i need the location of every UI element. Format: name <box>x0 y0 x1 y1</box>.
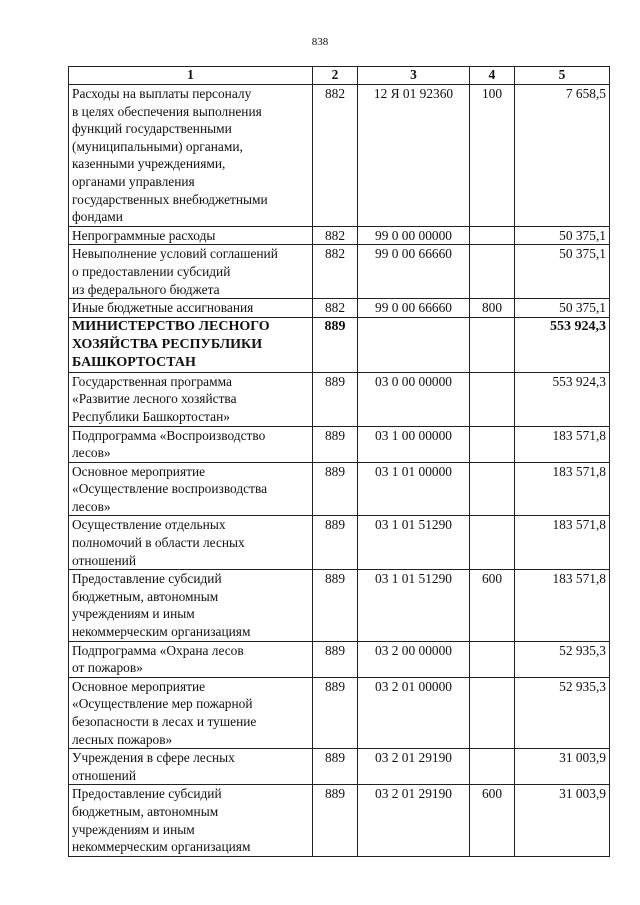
row-name-line: безопасности в лесах и тушение <box>72 714 257 729</box>
row-name-line: Иные бюджетные ассигнования <box>72 300 254 316</box>
row-name-cell <box>69 226 313 245</box>
row-name-line: учреждениям и иным <box>72 821 195 837</box>
row-name-line: «Развитие лесного хозяйства <box>72 391 237 407</box>
row-code-cell: 03 1 01 00000 <box>358 462 470 516</box>
row-name-line: Предоставление субсидий <box>72 571 222 587</box>
row-code-cell: 03 2 00 00000 <box>358 641 470 677</box>
row-admin-cell: 889 <box>313 426 358 462</box>
table-row <box>69 317 610 372</box>
table-row <box>69 570 610 641</box>
row-name-cell <box>69 299 313 318</box>
row-code-cell: 99 0 00 66660 <box>358 245 470 299</box>
row-code-cell: 03 2 01 29190 <box>358 749 470 785</box>
row-code-cell: 03 1 00 00000 <box>358 426 470 462</box>
row-name-cell <box>69 372 313 426</box>
row-name-line: Республики Башкортостан» <box>72 408 230 424</box>
row-sum-cell: 183 571,8 <box>515 570 610 641</box>
row-name-line: отношений <box>72 767 136 783</box>
row-name-line: полномочий в области лесных <box>72 535 245 551</box>
row-name-line: лесов» <box>72 498 111 514</box>
row-admin-cell: 889 <box>313 317 358 372</box>
row-name-line: бюджетным, автономным <box>72 803 219 819</box>
row-name-line: МИНИСТЕРСТВО ЛЕСНОГО <box>72 318 270 334</box>
row-name-line: Основное мероприятие <box>72 463 206 479</box>
row-code-cell: 03 0 00 00000 <box>358 372 470 426</box>
row-name-line: «Осуществление воспроизводства <box>72 481 268 497</box>
row-type-cell <box>470 462 515 516</box>
row-name-cell <box>69 426 313 462</box>
row-sum-cell: 50 375,1 <box>515 226 610 245</box>
row-sum-cell: 183 571,8 <box>515 516 610 570</box>
row-sum-cell: 50 375,1 <box>515 245 610 299</box>
row-name-cell <box>69 317 313 372</box>
row-name-line: «Осуществление мер пожарной <box>72 696 253 712</box>
row-type-cell <box>470 426 515 462</box>
table-row <box>69 677 610 748</box>
row-name-line: органами управления <box>72 173 195 189</box>
row-type-cell: 800 <box>470 299 515 318</box>
row-name-line: Расходы на выплаты персоналу <box>72 86 252 101</box>
row-name-line: отношений <box>72 552 136 568</box>
row-name-line: Подпрограмма «Охрана лесов <box>72 642 244 658</box>
row-name-line: о предоставлении субсидий <box>72 263 231 279</box>
table-row <box>69 785 610 856</box>
table-row <box>69 426 610 462</box>
table-row <box>69 749 610 785</box>
row-type-cell <box>470 677 515 748</box>
row-name-cell <box>69 462 313 516</box>
row-sum-cell: 183 571,8 <box>515 462 610 516</box>
row-name-line: некоммерческим организациям <box>72 624 251 640</box>
table-row <box>69 226 610 245</box>
row-name-line: некоммерческим организациям <box>72 839 251 855</box>
header-col-4: 4 <box>470 67 515 85</box>
row-admin-cell: 889 <box>313 785 358 856</box>
row-name-line: казенными учреждениями, <box>72 156 226 172</box>
row-admin-cell: 889 <box>313 570 358 641</box>
row-name-line: Учреждения в сфере лесных <box>72 750 235 766</box>
row-name-line: лесов» <box>72 445 111 461</box>
row-admin-cell: 889 <box>313 677 358 748</box>
row-name-cell <box>69 641 313 677</box>
header-col-2: 2 <box>313 67 358 85</box>
row-sum-cell: 52 935,3 <box>515 641 610 677</box>
row-name-line: в целях обеспечения выполнения <box>72 103 262 119</box>
row-name-cell <box>69 245 313 299</box>
row-admin-cell: 889 <box>313 372 358 426</box>
row-name-line: учреждениям и иным <box>72 606 195 622</box>
table-row <box>69 299 610 318</box>
row-name-line: (муниципальными) органами, <box>72 138 243 154</box>
row-type-cell: 100 <box>470 85 515 227</box>
row-admin-cell: 889 <box>313 462 358 516</box>
header-col-1: 1 <box>69 67 313 85</box>
row-type-cell: 600 <box>470 785 515 856</box>
table-row <box>69 516 610 570</box>
row-sum-cell: 553 924,3 <box>515 372 610 426</box>
table-body <box>69 85 610 857</box>
table-row <box>69 372 610 426</box>
row-name-line: государственных внебюджетными <box>72 191 268 207</box>
row-sum-cell: 52 935,3 <box>515 677 610 748</box>
row-name-cell <box>69 570 313 641</box>
table-header-row <box>69 67 610 85</box>
row-name-line: Подпрограмма «Воспроизводство <box>72 427 266 443</box>
row-name-line: Невыполнение условий соглашений <box>72 246 278 262</box>
row-type-cell: 600 <box>470 570 515 641</box>
row-admin-cell: 889 <box>313 749 358 785</box>
row-name-line: фондами <box>72 209 123 225</box>
row-name-cell <box>69 785 313 856</box>
row-admin-cell: 882 <box>313 85 358 227</box>
row-code-cell: 03 2 01 00000 <box>358 677 470 748</box>
row-name-line: ХОЗЯЙСТВА РЕСПУБЛИКИ <box>72 336 263 352</box>
row-code-cell: 03 2 01 29190 <box>358 785 470 856</box>
row-name-cell <box>69 516 313 570</box>
row-sum-cell: 7 658,5 <box>515 85 610 227</box>
row-name-cell <box>69 749 313 785</box>
row-type-cell <box>470 749 515 785</box>
row-admin-cell: 889 <box>313 516 358 570</box>
row-sum-cell: 31 003,9 <box>515 749 610 785</box>
row-type-cell <box>470 641 515 677</box>
row-name-cell <box>69 85 313 227</box>
row-code-cell: 03 1 01 51290 <box>358 570 470 641</box>
header-col-3: 3 <box>358 67 470 85</box>
row-code-cell: 12 Я 01 92360 <box>358 85 470 227</box>
table-row <box>69 245 610 299</box>
row-sum-cell: 31 003,9 <box>515 785 610 856</box>
row-type-cell <box>470 226 515 245</box>
row-name-line: Основное мероприятие <box>72 678 206 694</box>
row-name-line: БАШКОРТОСТАН <box>72 354 196 370</box>
row-code-cell: 99 0 00 00000 <box>358 226 470 245</box>
row-type-cell <box>470 245 515 299</box>
row-name-line: бюджетным, автономным <box>72 588 219 604</box>
row-name-line: лесных пожаров» <box>72 731 173 747</box>
row-name-line: Предоставление субсидий <box>72 786 222 802</box>
row-admin-cell: 882 <box>313 245 358 299</box>
row-code-cell: 03 1 01 51290 <box>358 516 470 570</box>
row-admin-cell: 889 <box>313 641 358 677</box>
row-name-line: от пожаров» <box>72 660 143 676</box>
row-admin-cell: 882 <box>313 299 358 318</box>
page-number: 838 <box>311 36 329 48</box>
budget-table <box>68 66 610 857</box>
table-row <box>69 462 610 516</box>
table-row <box>69 641 610 677</box>
row-sum-cell: 50 375,1 <box>515 299 610 318</box>
row-code-cell: 99 0 00 66660 <box>358 299 470 318</box>
row-name-line: Осуществление отдельных <box>72 517 226 533</box>
header-col-5: 5 <box>515 67 610 85</box>
row-type-cell <box>470 516 515 570</box>
row-admin-cell: 882 <box>313 226 358 245</box>
row-type-cell <box>470 372 515 426</box>
row-name-line: Государственная программа <box>72 373 232 389</box>
row-code-cell <box>358 317 470 372</box>
row-name-line: Непрограммные расходы <box>72 227 216 243</box>
row-name-line: функций государственными <box>72 121 232 137</box>
row-type-cell <box>470 317 515 372</box>
row-name-cell <box>69 677 313 748</box>
row-name-line: из федерального бюджета <box>72 281 220 297</box>
table-row <box>69 85 610 227</box>
row-sum-cell: 553 924,3 <box>515 317 610 372</box>
row-sum-cell: 183 571,8 <box>515 426 610 462</box>
